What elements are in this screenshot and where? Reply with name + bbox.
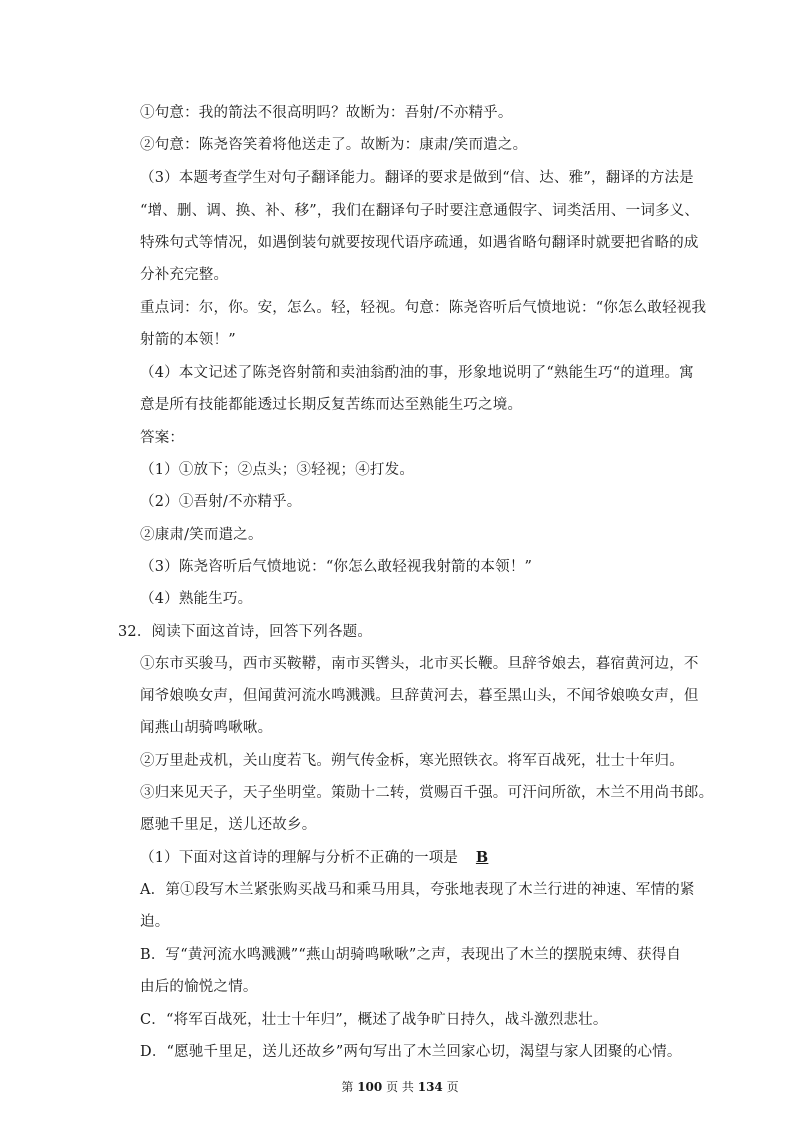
option-b: B．写“黄河流水鸣溅溅”“燕山胡骑鸣啾啾”之声，表现出了木兰的摆脱束缚、获得自	[140, 947, 682, 963]
text-line: 愿驰千里足，送儿还故乡。	[140, 817, 317, 833]
text-line: 闻燕山胡骑鸣啾啾。	[140, 720, 273, 736]
footer-mid: 页 共	[386, 1080, 414, 1094]
text-line: （3）本题考查学生对句子翻译能力。翻译的要求是做到“信、达、雅”，翻译的方法是	[140, 170, 694, 186]
text-line: （1）①放下；②点头；③轻视；④打发。	[140, 462, 415, 478]
text-line: （4）本文记述了陈尧咨射箭和卖油翁酌油的事，形象地说明了“熟能生巧“的道理。寓	[140, 365, 694, 381]
footer-post: 页	[446, 1080, 459, 1094]
footer-pre: 第	[341, 1080, 354, 1094]
option-d: D．“愿驰千里足，送儿还故乡”两句写出了木兰回家心切，渴望与家人团聚的心情。	[140, 1044, 682, 1060]
text-line: 射箭的本领！”	[140, 332, 236, 348]
text-line: （3）陈尧咨听后气愤地说：“你怎么敢轻视我射箭的本领！”	[140, 559, 533, 575]
question-title: 32．阅读下面这首诗，回答下列各题。	[118, 624, 373, 640]
text-line: 分补充完整。	[140, 267, 229, 283]
text-line: ①句意：我的箭法不很高明吗？故断为：吾射/不亦精乎。	[140, 105, 513, 121]
option-a: A．第①段写木兰紧张购买战马和乘马用具，夸张地表现了木兰行进的神速、军情的紧	[140, 882, 695, 898]
option-c: C．“将军百战死，壮士十年归”，概述了战争旷日持久，战斗激烈悲壮。	[140, 1012, 608, 1028]
text-line: ①东市买骏马，西市买鞍鞯，南市买辔头，北市买长鞭。旦辞爷娘去，暮宿黄河边，不	[140, 656, 699, 672]
sub-question	[140, 848, 506, 868]
answer-heading: 答案：	[140, 430, 185, 446]
current-page-number: 100	[357, 1080, 383, 1094]
text-line: 意是所有技能都能透过长期反复苦练而达至熟能生巧之境。	[140, 397, 523, 413]
text-line: 闻爷娘唤女声，但闻黄河流水鸣溅溅。旦辞黄河去，暮至黑山头，不闻爷娘唤女声，但	[140, 688, 699, 704]
text-line: ②句意：陈尧咨笑着将他送走了。故断为：康肃/笑而遣之。	[140, 137, 528, 153]
text-line: 由后的愉悦之情。	[140, 979, 258, 995]
sub-question-text: （1）下面对这首诗的理解与分析不正确的一项是	[140, 850, 459, 866]
text-line: ②万里赴戎机，关山度若飞。朔气传金柝，寒光照铁衣。将军百战死，壮士十年归。	[140, 753, 684, 769]
text-line: ②康肃/笑而遣之。	[140, 527, 263, 543]
text-line: （2）①吾射/不亦精乎。	[140, 494, 302, 510]
text-line: 重点词：尔，你。安，怎么。轻，轻视。句意：陈尧咨听后气愤地说：“你怎么敢轻视我	[140, 300, 707, 316]
text-line: ③归来见天子，天子坐明堂。策勋十二转，赏赐百千强。可汗问所欲，木兰不用尚书郎。	[140, 785, 714, 801]
total-pages-number: 134	[417, 1080, 443, 1094]
text-line: 迫。	[140, 914, 170, 930]
text-line: “增、删、调、换、补、移”，我们在翻译句子时要注意通假字、词类活用、一词多义、	[140, 203, 700, 219]
text-line: （4）熟能生巧。	[140, 591, 253, 607]
answer-blank: B	[475, 849, 489, 866]
page-footer	[0, 1078, 800, 1095]
text-line: 特殊句式等情况，如遇倒装句就要按现代语序疏通，如遇省略句翻译时就要把省略的成	[140, 235, 699, 251]
